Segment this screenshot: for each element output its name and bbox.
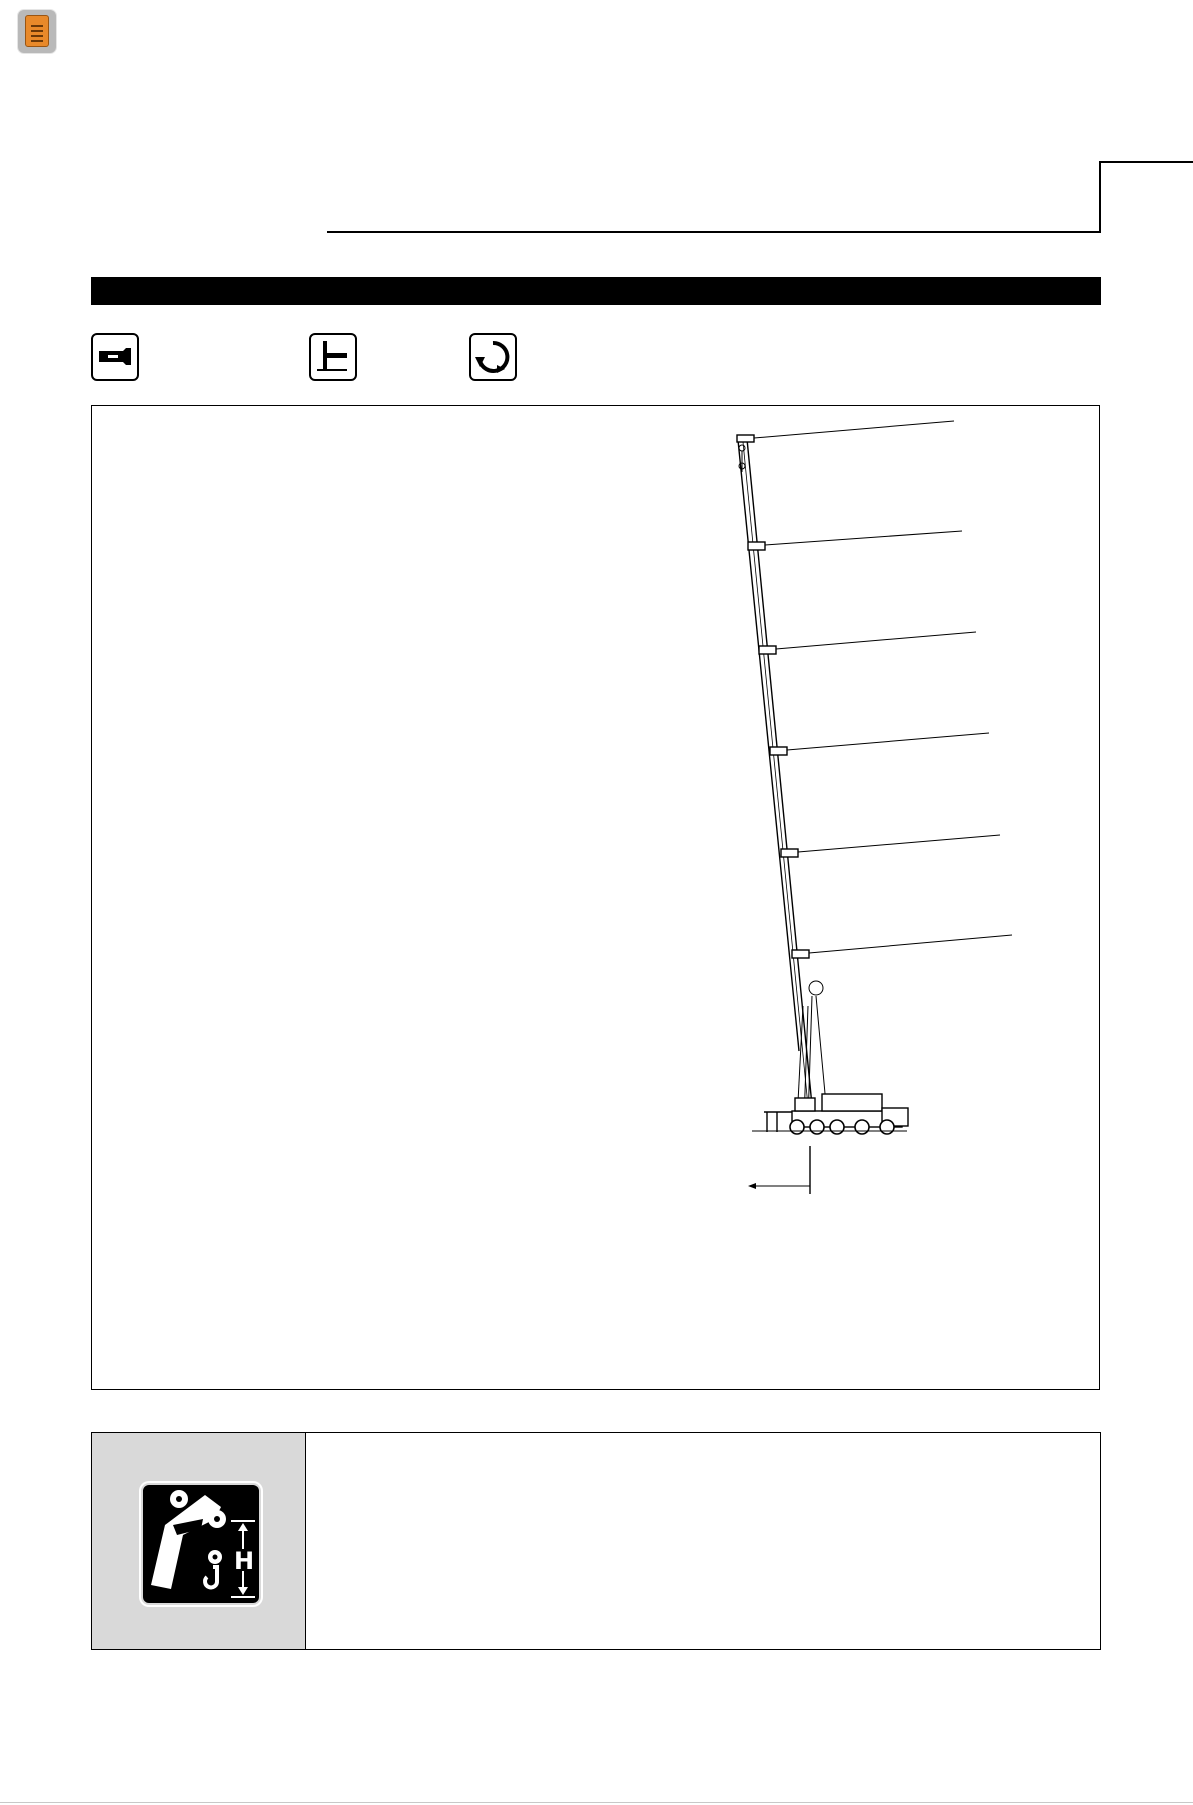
title-tab-top [1099,161,1193,163]
hook-height-H-icon [141,1483,261,1605]
section-bar [91,277,1101,305]
crane-carrier-drawing [752,1094,908,1134]
radius-reference [748,1146,810,1194]
crane-boom-drawing [737,421,1012,1126]
header-bar [0,0,1193,59]
title-tab-edge [1099,161,1101,233]
hook-height-table [91,1432,1101,1650]
svg-text:H: H [234,1547,255,1575]
document-sheet [25,15,49,47]
page-footer-line [0,1802,1193,1803]
title-underline [327,231,1100,233]
table-icon-cell [92,1433,306,1649]
outrigger-icon [309,333,357,381]
working-range-chart [92,406,1099,1389]
slewing-360-icon [469,333,517,381]
document-file-icon[interactable] [17,9,57,54]
load-chart-frame [91,405,1100,1390]
counterweight-icon [91,333,139,381]
